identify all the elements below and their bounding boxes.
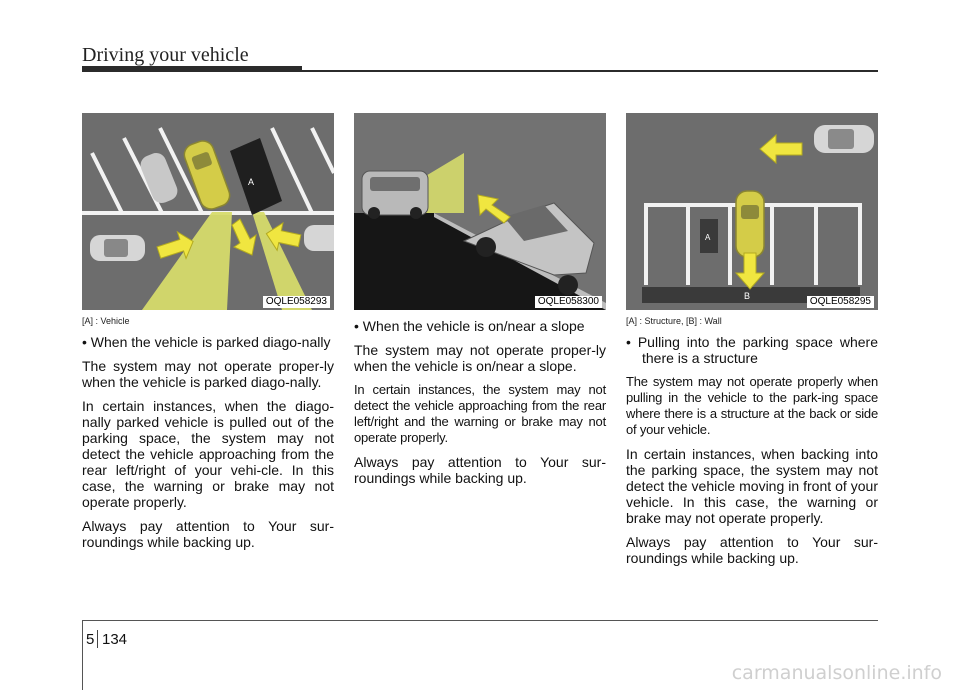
- paragraph: Always pay attention to Your sur-roundings while backing up.: [626, 534, 878, 566]
- footer-divider: [97, 630, 98, 648]
- column-diagonal-parking: [82, 113, 334, 550]
- paragraph: In certain instances, when the diago-nally parked vehicle is pulled out of the parking space, the system may not detect the vehicle approaching from the rear left/right of your vehi-cle. In this case, the warning or brake may not operate properly.: [82, 398, 334, 510]
- paragraph: The system may not operate proper-ly when the vehicle is parked diago-nally.: [82, 358, 334, 390]
- figure-code: OQLE058293: [263, 296, 330, 308]
- paragraph: Always pay attention to Your sur-roundings while backing up.: [82, 518, 334, 550]
- chapter-number: 5: [86, 631, 95, 648]
- footer-tick: [82, 621, 83, 690]
- paragraph: In certain instances, the system may not detect the vehicle approaching from the rear left/right and the warning or brake may not operate properly.: [354, 382, 606, 445]
- paragraph: In certain instances, when backing into the parking space, the system may not detect the vehicle moving in front of your vehicle. In this case, the warning or brake may not operate properly.: [626, 446, 878, 526]
- label-b-figure3: B: [744, 291, 751, 301]
- paragraph: Always pay attention to Your sur-roundings while backing up.: [354, 454, 606, 486]
- bullet-heading: • Pulling into the parking space where there is a structure: [626, 334, 878, 366]
- bullet-heading: • When the vehicle is parked diago-nally: [82, 334, 331, 350]
- figure-code: OQLE058300: [535, 296, 602, 308]
- column-slope: [354, 113, 606, 486]
- paragraph: The system may not operate proper-ly when the vehicle is on/near a slope.: [354, 342, 606, 374]
- diagonal-parking-illustration: [82, 113, 334, 310]
- figure-caption: [A] : Structure, [B] : Wall: [626, 316, 722, 326]
- figure-structure: [626, 113, 878, 310]
- header-rule-thin: [302, 70, 878, 72]
- figure-caption: [A] : Vehicle: [82, 316, 130, 326]
- slope-illustration: [354, 113, 606, 310]
- column-structure: [626, 113, 878, 566]
- figure-code: OQLE058295: [807, 296, 874, 308]
- header-rule-thick: [82, 66, 302, 72]
- bullet-heading: • When the vehicle is on/near a slope: [354, 318, 585, 334]
- paragraph: The system may not operate properly when pulling in the vehicle to the park-ing space where there is a structure at the back or side of your vehicle.: [626, 374, 878, 437]
- page-number: 134: [102, 631, 128, 648]
- label-a-figure3: A: [705, 233, 711, 242]
- watermark: carmanualsonline.info: [731, 662, 942, 684]
- structure-parking-illustration: [626, 113, 878, 310]
- footer-rule: [82, 620, 878, 621]
- label-a-figure1: A: [248, 177, 255, 187]
- figure-slope: [354, 113, 606, 310]
- header-title: Driving your vehicle: [82, 44, 249, 66]
- figure-diagonal-parking: [82, 113, 334, 310]
